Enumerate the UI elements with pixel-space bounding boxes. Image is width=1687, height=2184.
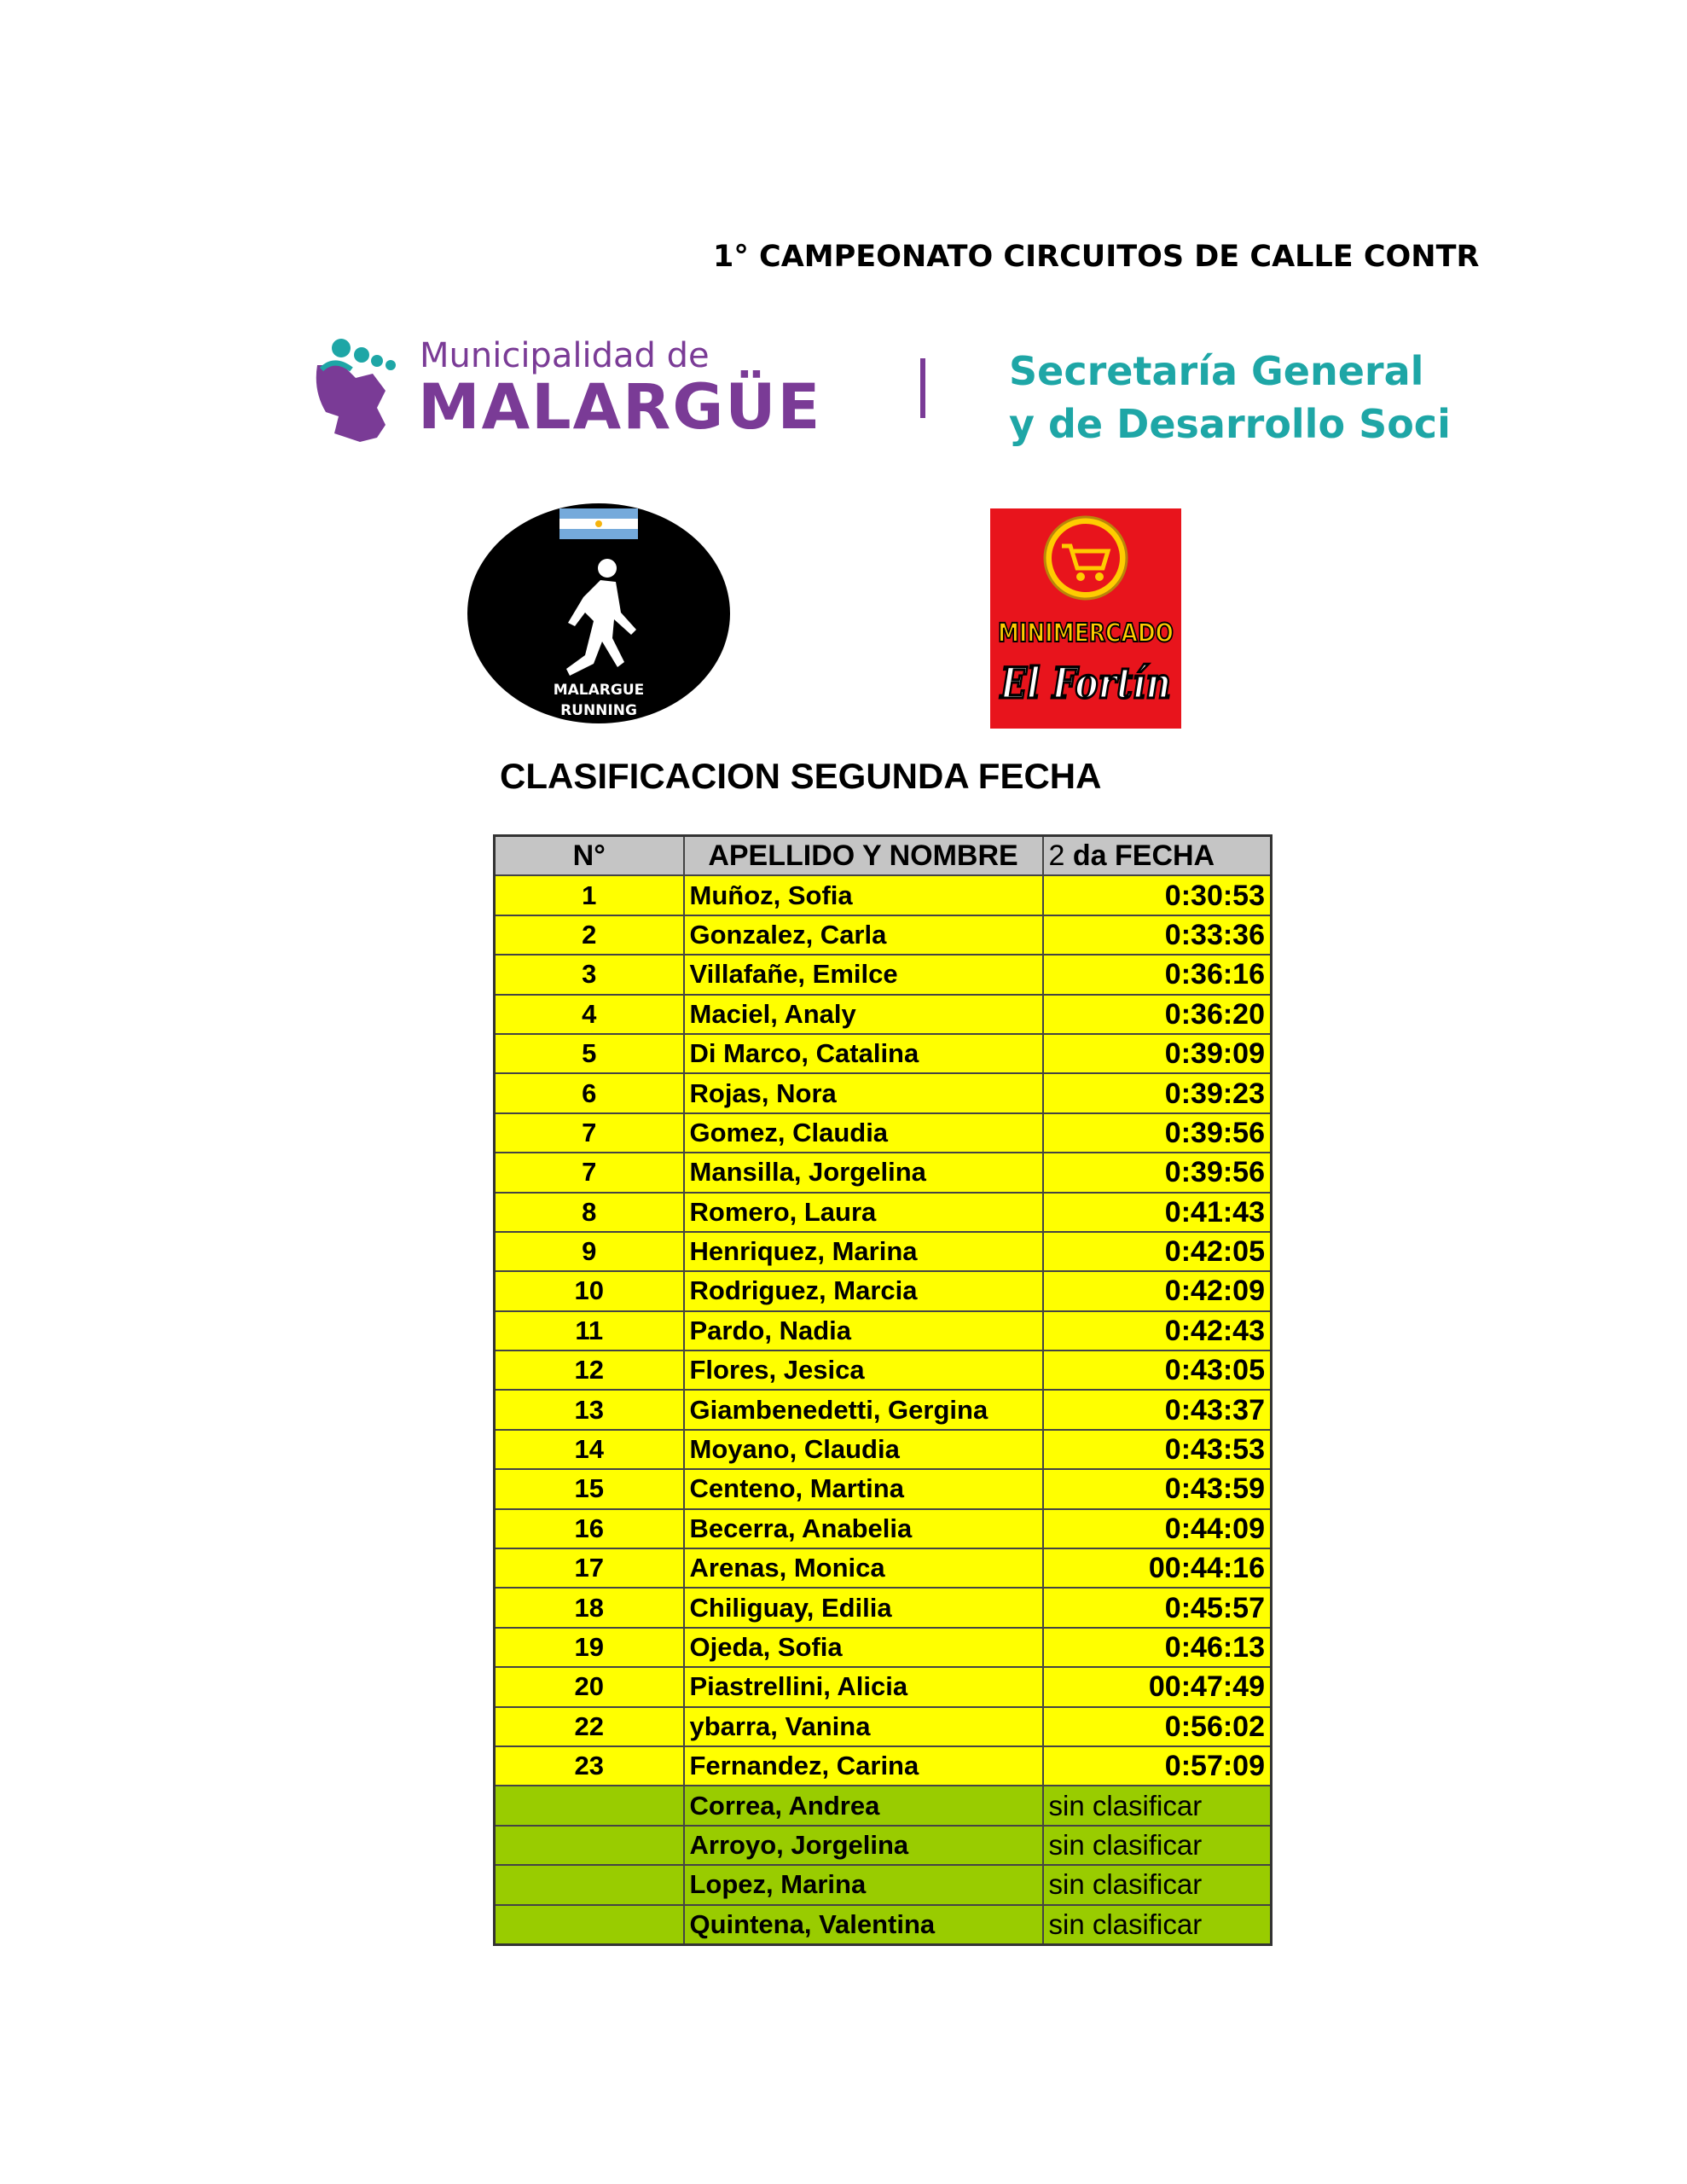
position-cell: 10: [495, 1271, 684, 1310]
time-cell: sin clasificar: [1043, 1826, 1272, 1865]
position-cell: 23: [495, 1746, 684, 1786]
position-cell: 7: [495, 1113, 684, 1153]
position-cell: 2: [495, 915, 684, 955]
argentina-flag-icon: [559, 508, 638, 539]
table-row: [495, 1232, 1272, 1271]
municipality-emblem-icon: [309, 331, 407, 446]
minimercado-line1: MINIMERCADO: [998, 619, 1174, 648]
table-row: [495, 1311, 1272, 1350]
time-cell: 0:57:09: [1043, 1746, 1272, 1786]
minimercado-logo: [990, 508, 1181, 729]
running-club-line2: RUNNING: [560, 702, 637, 719]
table-row: [495, 955, 1272, 994]
position-cell: 12: [495, 1350, 684, 1390]
name-cell: Giambenedetti, Gergina: [684, 1390, 1043, 1429]
secretaria-line2: y de Desarrollo Soci: [1009, 401, 1451, 447]
time-cell: 0:46:13: [1043, 1628, 1272, 1667]
time-cell: 00:44:16: [1043, 1548, 1272, 1588]
table-row: [495, 1865, 1272, 1904]
position-cell: 6: [495, 1073, 684, 1112]
time-cell: 0:36:20: [1043, 995, 1272, 1034]
table-row: [495, 1193, 1272, 1232]
secretaria-line1: Secretaría General: [1009, 348, 1424, 394]
name-cell: Henriquez, Marina: [684, 1232, 1043, 1271]
name-cell: Quintena, Valentina: [684, 1905, 1043, 1945]
table-row: [495, 915, 1272, 955]
time-cell: 0:43:37: [1043, 1390, 1272, 1429]
time-cell: sin clasificar: [1043, 1865, 1272, 1904]
results-body: [495, 875, 1272, 1944]
time-cell: 0:39:56: [1043, 1113, 1272, 1153]
table-row: [495, 1350, 1272, 1390]
table-row: [495, 1271, 1272, 1310]
table-row: [495, 1153, 1272, 1192]
position-cell: 15: [495, 1469, 684, 1508]
headline: 1° CAMPEONATO CIRCUITOS DE CALLE CONTR: [713, 240, 1480, 274]
name-cell: Correa, Andrea: [684, 1786, 1043, 1825]
time-cell: 0:39:23: [1043, 1073, 1272, 1112]
shopping-cart-icon: [1045, 517, 1127, 599]
running-club-line1: MALARGUE: [553, 682, 645, 699]
secretaria-logo: [1009, 345, 1451, 456]
name-cell: Arroyo, Jorgelina: [684, 1826, 1043, 1865]
time-cell: 0:45:57: [1043, 1588, 1272, 1627]
running-club-logo: [466, 502, 732, 725]
name-cell: Ojeda, Sofia: [684, 1628, 1043, 1667]
name-cell: Moyano, Claudia: [684, 1430, 1043, 1469]
time-cell: 0:39:09: [1043, 1034, 1272, 1073]
column-header-name: APELLIDO Y NOMBRE: [684, 836, 1043, 876]
time-cell: 0:42:43: [1043, 1311, 1272, 1350]
name-cell: Arenas, Monica: [684, 1548, 1043, 1588]
position-cell: 14: [495, 1430, 684, 1469]
position-cell: 13: [495, 1390, 684, 1429]
name-cell: Maciel, Analy: [684, 995, 1043, 1034]
table-row: [495, 1667, 1272, 1706]
table-row: [495, 1786, 1272, 1825]
time-cell: 0:41:43: [1043, 1193, 1272, 1232]
name-cell: Villafañe, Emilce: [684, 955, 1043, 994]
time-cell: 0:33:36: [1043, 915, 1272, 955]
table-row: [495, 1509, 1272, 1548]
time-cell: sin clasificar: [1043, 1905, 1272, 1945]
name-cell: Chiliguay, Edilia: [684, 1588, 1043, 1627]
municipality-logo: [309, 331, 863, 450]
table-header-row: [495, 836, 1272, 876]
table-row: [495, 1905, 1272, 1945]
table-row: [495, 1073, 1272, 1112]
position-cell: [495, 1865, 684, 1904]
name-cell: Gomez, Claudia: [684, 1113, 1043, 1153]
time-cell: 0:43:05: [1043, 1350, 1272, 1390]
table-row: [495, 875, 1272, 915]
column-header-time: [1043, 836, 1272, 876]
name-cell: Becerra, Anabelia: [684, 1509, 1043, 1548]
position-cell: 8: [495, 1193, 684, 1232]
name-cell: Pardo, Nadia: [684, 1311, 1043, 1350]
position-cell: 20: [495, 1667, 684, 1706]
position-cell: 5: [495, 1034, 684, 1073]
name-cell: Muñoz, Sofia: [684, 875, 1043, 915]
position-cell: 4: [495, 995, 684, 1034]
position-cell: 11: [495, 1311, 684, 1350]
column-header-position: N°: [495, 836, 684, 876]
time-cell: 0:39:56: [1043, 1153, 1272, 1192]
time-cell: 0:56:02: [1043, 1707, 1272, 1746]
table-row: [495, 1746, 1272, 1786]
time-cell: 0:36:16: [1043, 955, 1272, 994]
column-header-time-number: 2: [1048, 839, 1065, 873]
time-cell: 0:42:09: [1043, 1271, 1272, 1310]
section-title: CLASIFICACION SEGUNDA FECHA: [500, 756, 1102, 796]
table-row: [495, 1390, 1272, 1429]
name-cell: Flores, Jesica: [684, 1350, 1043, 1390]
table-row: [495, 1826, 1272, 1865]
time-cell: 0:44:09: [1043, 1509, 1272, 1548]
column-header-time-label: da FECHA: [1072, 839, 1215, 873]
time-cell: 00:47:49: [1043, 1667, 1272, 1706]
position-cell: [495, 1905, 684, 1945]
name-cell: Gonzalez, Carla: [684, 915, 1043, 955]
time-cell: 0:30:53: [1043, 875, 1272, 915]
municipality-line2: MALARGÜE: [418, 371, 822, 444]
table-row: [495, 1034, 1272, 1073]
time-cell: 0:43:53: [1043, 1430, 1272, 1469]
results-table: [493, 834, 1272, 1946]
name-cell: Centeno, Martina: [684, 1469, 1043, 1508]
name-cell: Rodriguez, Marcia: [684, 1271, 1043, 1310]
position-cell: 9: [495, 1232, 684, 1271]
position-cell: 19: [495, 1628, 684, 1667]
table-row: [495, 1628, 1272, 1667]
position-cell: 7: [495, 1153, 684, 1192]
position-cell: [495, 1786, 684, 1825]
position-cell: 17: [495, 1548, 684, 1588]
table-row: [495, 1548, 1272, 1588]
table-row: [495, 1588, 1272, 1627]
table-row: [495, 1469, 1272, 1508]
position-cell: 3: [495, 955, 684, 994]
position-cell: 18: [495, 1588, 684, 1627]
table-row: [495, 1430, 1272, 1469]
time-cell: sin clasificar: [1043, 1786, 1272, 1825]
position-cell: 22: [495, 1707, 684, 1746]
time-cell: 0:42:05: [1043, 1232, 1272, 1271]
name-cell: Mansilla, Jorgelina: [684, 1153, 1043, 1192]
position-cell: 1: [495, 875, 684, 915]
table-row: [495, 995, 1272, 1034]
position-cell: 16: [495, 1509, 684, 1548]
minimercado-line2: El Fortín: [999, 658, 1171, 708]
name-cell: Di Marco, Catalina: [684, 1034, 1043, 1073]
name-cell: Romero, Laura: [684, 1193, 1043, 1232]
municipality-line1: Municipalidad de: [420, 336, 710, 375]
name-cell: Lopez, Marina: [684, 1865, 1043, 1904]
table-row: [495, 1113, 1272, 1153]
position-cell: [495, 1826, 684, 1865]
name-cell: Fernandez, Carina: [684, 1746, 1043, 1786]
table-row: [495, 1707, 1272, 1746]
name-cell: Rojas, Nora: [684, 1073, 1043, 1112]
name-cell: Piastrellini, Alicia: [684, 1667, 1043, 1706]
time-cell: 0:43:59: [1043, 1469, 1272, 1508]
name-cell: ybarra, Vanina: [684, 1707, 1043, 1746]
logo-divider: [920, 358, 925, 418]
